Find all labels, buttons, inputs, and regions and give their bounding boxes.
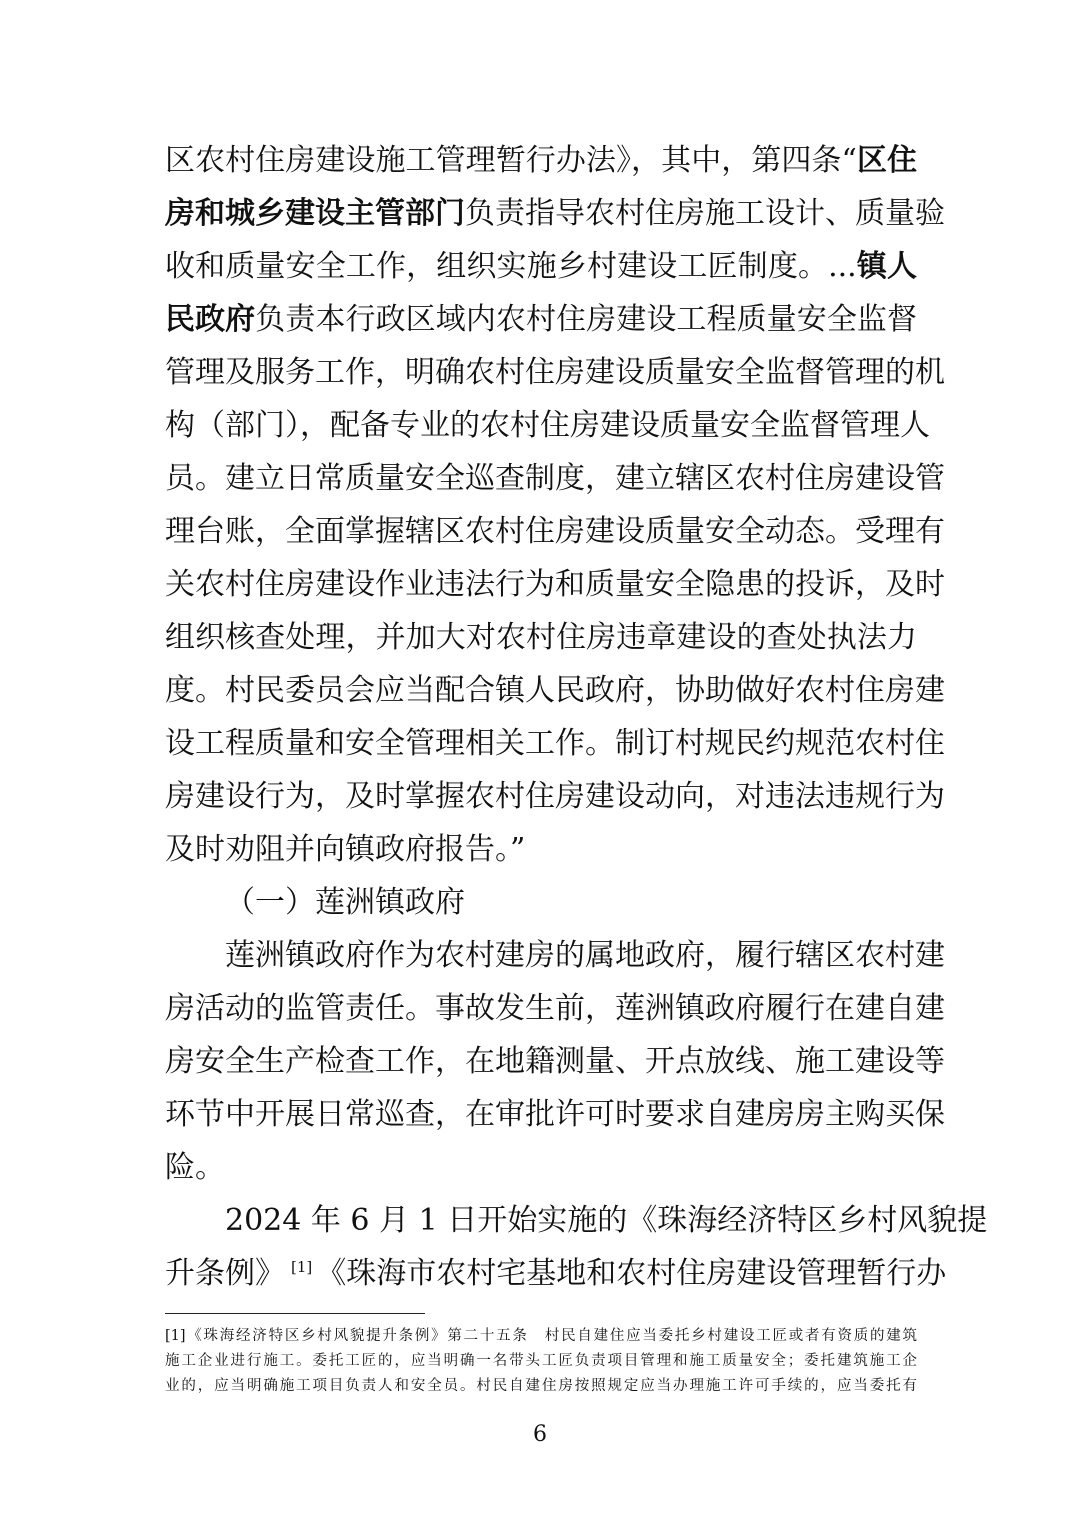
body-line: 环节中开展日常巡查，在审批许可时要求自建房房主购买保 (165, 1097, 945, 1132)
footnote-reference[interactable]: [1] (291, 1258, 313, 1276)
body-line (165, 300, 917, 340)
body-line (165, 141, 917, 181)
body-line: 管理及服务工作，明确农村住房建设质量安全监督管理的机 (165, 355, 945, 390)
footnote-line: 施工企业进行施工。委托工匠的，应当明确一名带头工匠负责项目管理和施工质量安全；委托建筑施工企 (165, 1353, 917, 1369)
body-line: 房建设行为，及时掌握农村住房建设动向，对违法违规行为 (165, 779, 945, 814)
footnote-line: 业的，应当明确施工项目负责人和安全员。村民自建住房按照规定应当办理施工许可手续的，应当委托有 (165, 1378, 917, 1394)
bold-text: 民政府 (165, 302, 256, 337)
body-text: 《珠海市农村宅基地和农村住房建设管理暂行办 (316, 1256, 947, 1291)
body-line: 险。 (165, 1150, 225, 1185)
body-line: 理台账，全面掌握辖区农村住房建设质量安全动态。受理有 (165, 514, 945, 549)
body-line (165, 247, 917, 287)
body-line: 房活动的监管责任。事故发生前，莲洲镇政府履行在建自建 (165, 991, 945, 1026)
page-number: 6 (533, 1422, 547, 1447)
body-text: 区农村住房建设施工管理暂行办法》，其中，第四条“ (165, 143, 857, 178)
body-line: 2024 年 6 月 1 日开始实施的《珠海经济特区乡村风貌提 (225, 1203, 988, 1238)
bold-text: 区住 (856, 143, 918, 178)
body-text: 负责指导农村住房施工设计、质量验 (465, 196, 945, 231)
body-line: 莲洲镇政府作为农村建房的属地政府，履行辖区农村建 (225, 938, 945, 973)
body-line: 构（部门），配备专业的农村住房建设质量安全监督管理人 (165, 408, 930, 443)
body-line: 组织核查处理，并加大对农村住房违章建设的查处执法力 (165, 620, 917, 655)
body-line: 房安全生产检查工作，在地籍测量、开点放线、施工建设等 (165, 1044, 945, 1079)
body-line (165, 1254, 947, 1294)
body-line: 及时劝阻并向镇政府报告。” (165, 832, 526, 867)
body-line: 关农村住房建设作业违法行为和质量安全隐患的投诉，及时 (165, 567, 945, 602)
section-heading: （一）莲洲镇政府 (225, 885, 465, 920)
body-line: 员。建立日常质量安全巡查制度，建立辖区农村住房建设管 (165, 461, 945, 496)
body-line (165, 194, 945, 234)
body-text: 升条例》 (165, 1256, 285, 1291)
bold-text: 房和城乡建设主管部门 (165, 196, 465, 231)
body-text: 收和质量安全工作，组织实施乡村建设工匠制度。... (165, 249, 857, 284)
body-line: 度。村民委员会应当配合镇人民政府，协助做好农村住房建 (165, 673, 945, 708)
bold-text: 镇人 (856, 249, 918, 284)
footnote-line: [1]《珠海经济特区乡村风貌提升条例》第二十五条 村民自建住应当委托乡村建设工匠或者有资质的建筑 (165, 1328, 917, 1344)
body-line: 设工程质量和安全管理相关工作。制订村规民约规范农村住 (165, 726, 945, 761)
body-text: 负责本行政区域内农村住房建设工程质量安全监督 (255, 302, 917, 337)
footnote-divider (165, 1313, 425, 1314)
